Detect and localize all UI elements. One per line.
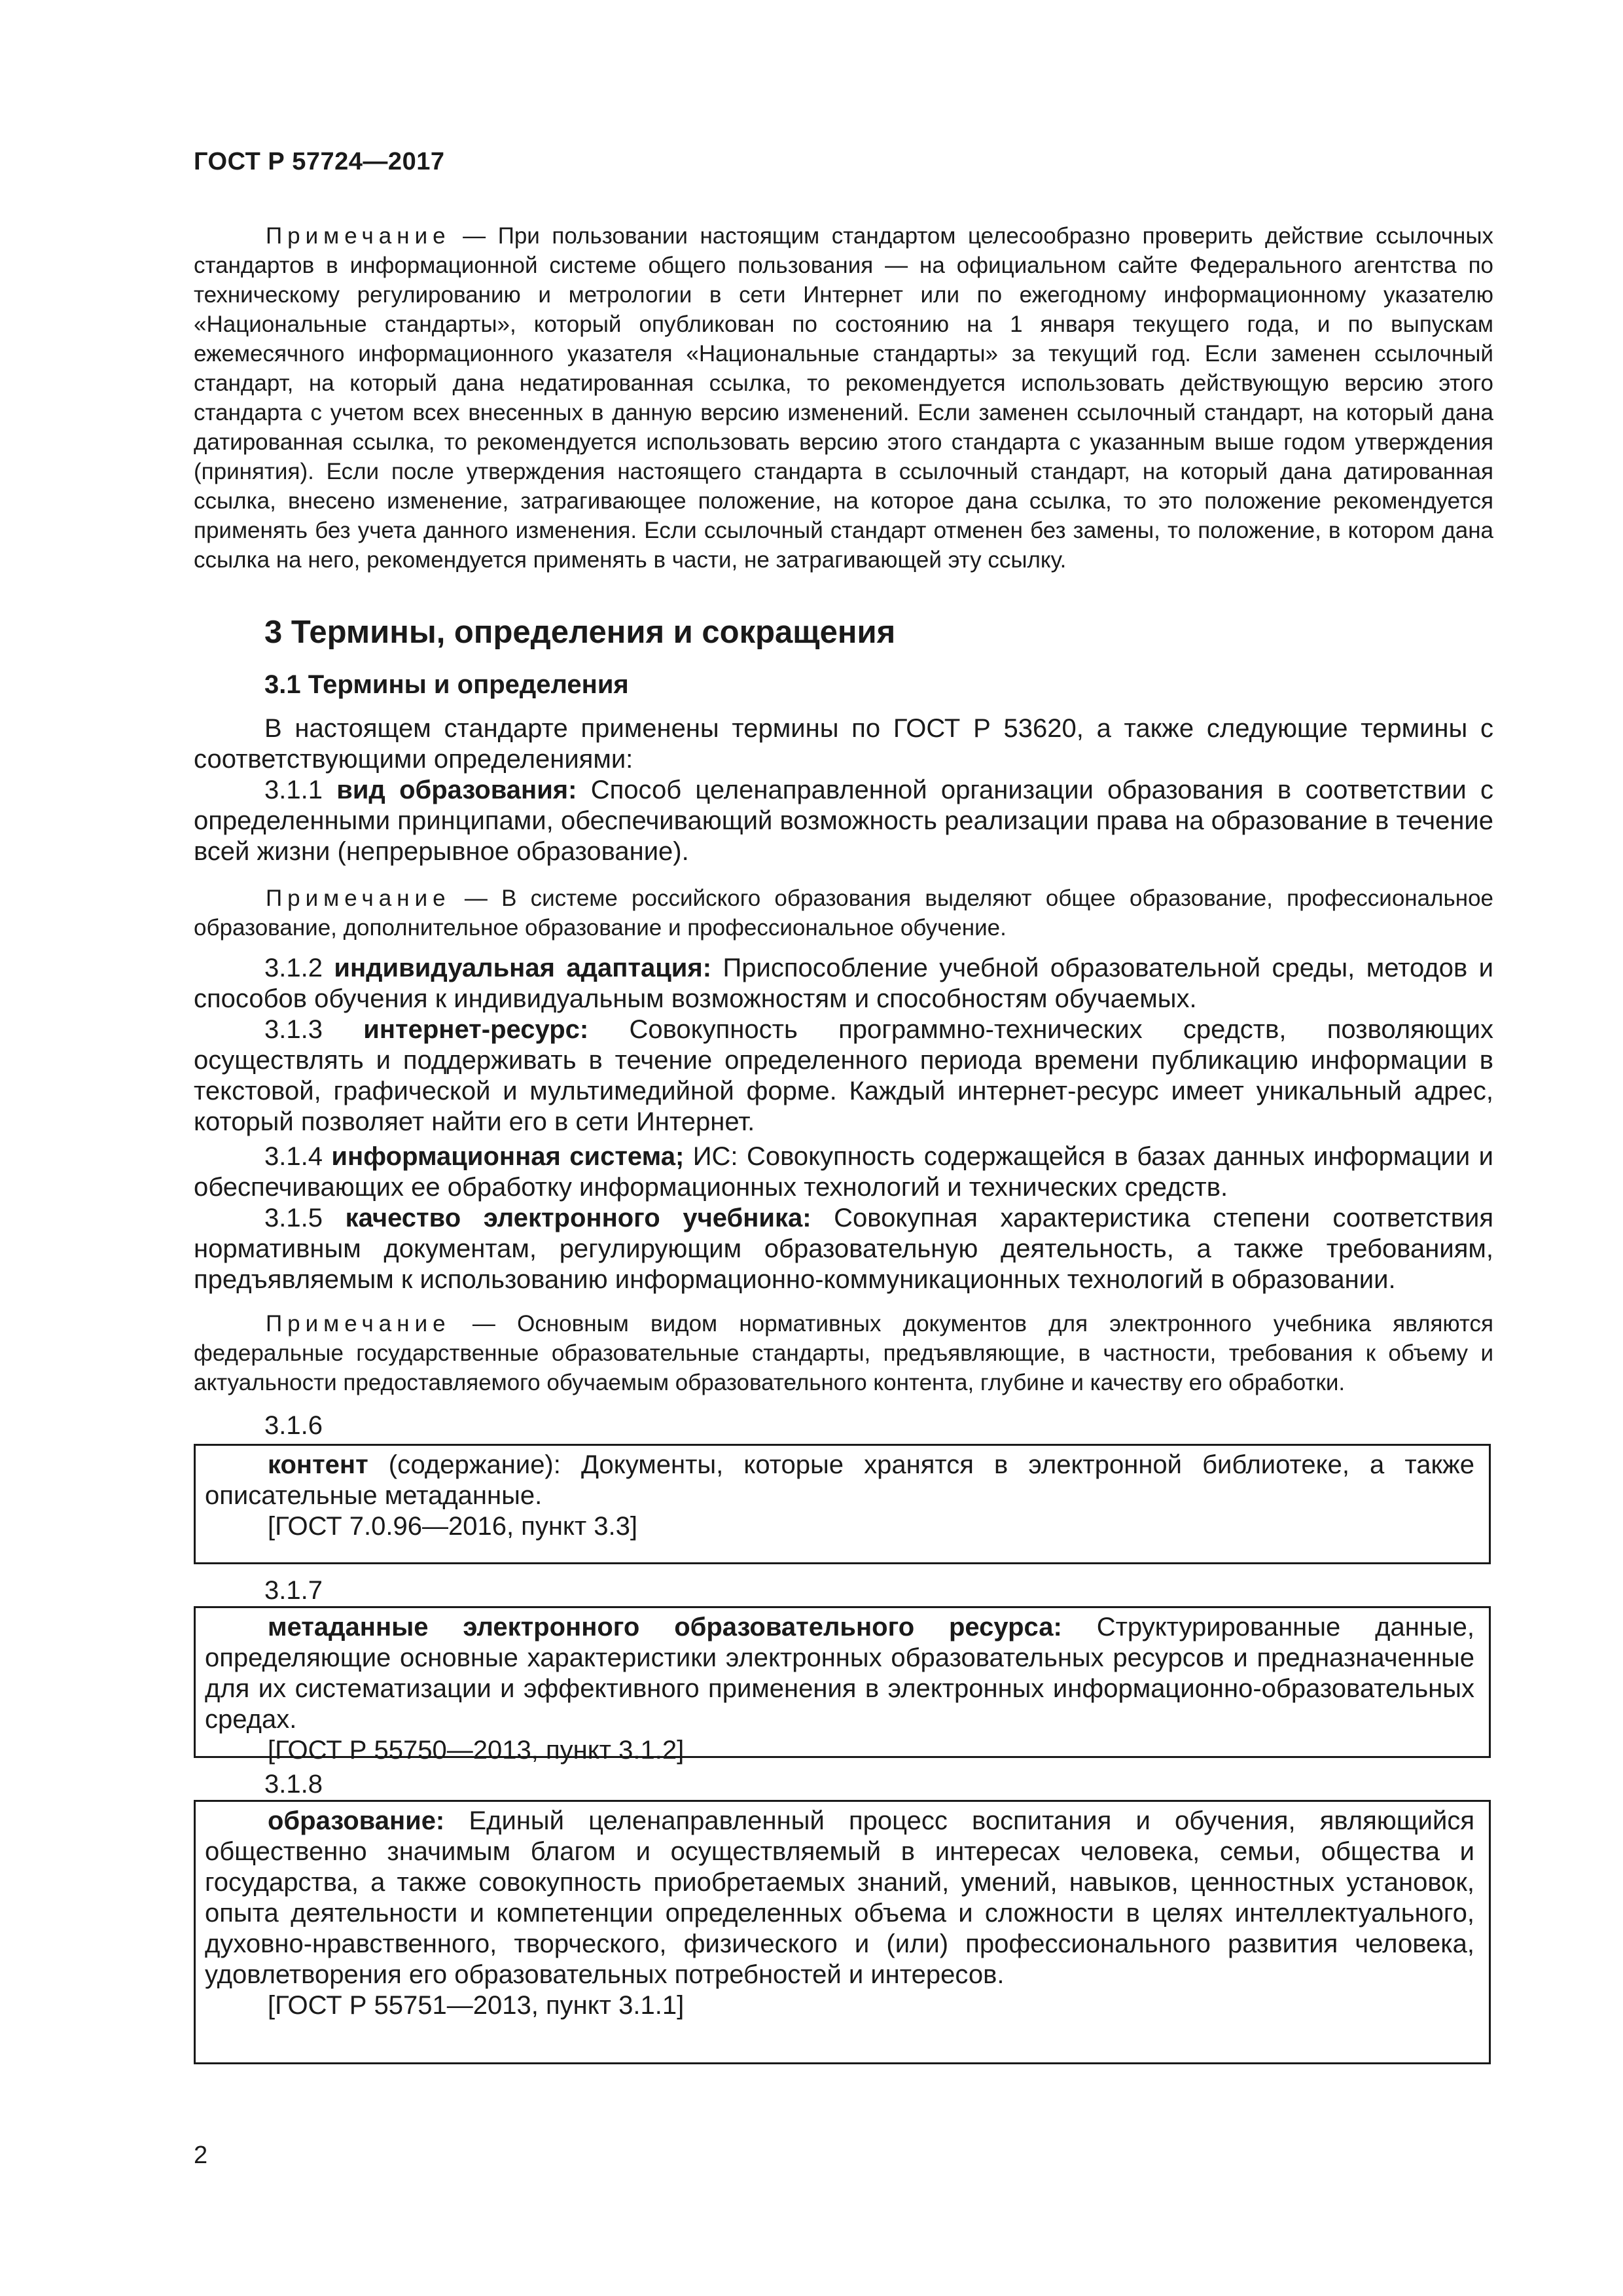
term-name: контент [268,1450,368,1479]
term-box-3-1-7: метаданные электронного образовательного ресурса: Структурированные данные, определяющие основные характеристики электронных образовательных ресурсов и предназначенные для их систематизации и эффективного применения в электронных информационно-образовательных средах. [ГОСТ Р 55750—2013, пункт 3.1.2] [194,1606,1491,1758]
term-number: 3.1.7 [264,1576,323,1605]
document-code-header: ГОСТ Р 57724—2017 [194,148,445,175]
term-box-3-1-6: контент (содержание): Документы, которые хранятся в электронной библиотеке, а также описательные метаданные. [ГОСТ 7.0.96—2016, пункт 3.3] [194,1444,1491,1564]
term-name: образование: [268,1806,445,1835]
subsection-title: 3.1 Термины и определения [264,670,629,699]
term-3-1-4: 3.1.4 информационная система; ИС: Совокупность содержащейся в базах данных информации и обеспечивающих ее обработку информационных технологий и технических средств. [194,1142,1493,1202]
term-number: 3.1.6 [264,1411,323,1440]
term-number: 3.1.8 [264,1770,323,1799]
term-3-1-2: 3.1.2 индивидуальная адаптация: Приспособление учебной образовательной среды, методов и способов обучения к индивидуальным возможностям и способностям обучаемых. [194,954,1493,1013]
term-name: метаданные электронного образовательного ресурса: [268,1613,1062,1641]
note-referenced-standards: Примечание — При пользовании настоящим стандартом целесообразно проверить действие ссылочных стандартов в информационной системе общего пользования — на официальном сайте Федерального агентства по техническому регулированию и метрологии в сети Интернет или по ежегодному информационному указателю «Национальные стандарты», который опубликован по состоянию на 1 января текущего года, и по выпускам ежемесячного информационного указателя «Национальные стандарты» за текущий год. Если заменен ссылочный стандарт, на который дана недатированная ссылка, то рекомендуется использовать действующую версию этого стандарта с учетом всех внесенных в данную версию изменений. Если заменен ссылочный стандарт, на который дана датированная ссылка, то рекомендуется использовать версию этого стандарта с указанным выше годом утверждения (принятия). Если после утверждения настоящего стандарта в ссылочный стандарт, на который дана датированная ссылка, внесено изменение, затрагивающее положение, на которое дана ссылка, то это положение рекомендуется применять без учета данного изменения. Если ссылочный стандарт отменен без замены, то положение, в котором дана ссылка на него, рекомендуется применять в части, не затрагивающей эту ссылку. [194,223,1494,573]
term-3-1-5: 3.1.5 качество электронного учебника: Совокупная характеристика степени соответствия нормативным документам, регулирующим образовательную деятельность, а также требованиям, предъявляемым к использованию информационно-коммуникационных технологий в образовании. [194,1204,1493,1294]
note-3-1-5: Примечание — Основным видом нормативных документов для электронного учебника являются федеральные государственные образовательные стандарты, предъявляющие, в частности, требования к объему и актуальности предоставляемого обучаемым образовательного контента, глубине и качеству его обработки. [194,1311,1494,1395]
page-number: 2 [194,2142,208,2169]
term-3-1-3: 3.1.3 интернет-ресурс: Совокупность программно-технических средств, позволяющих осуществлять и поддерживать в течение определенного периода времени публикацию информации в текстовой, графической и мультимедийной форме. Каждый интернет-ресурс имеет уникальный адрес, который позволяет найти его в сети Интернет. [194,1015,1493,1136]
note-label: Примечание [266,223,451,249]
note-3-1-1: Примечание — В системе российского образования выделяют общее образование, профессиональное образование, дополнительное образование и профессиональное обучение. [194,886,1493,941]
term-name: качество электронного учебника: [345,1204,812,1232]
term-name: информационная система; [331,1142,685,1171]
section-title: 3 Термины, определения и сокращения [264,615,896,650]
term-source: [ГОСТ 7.0.96—2016, пункт 3.3] [268,1512,638,1541]
term-box-3-1-8: образование: Единый целенаправленный процесс воспитания и обучения, являющийся общественно значимым благом и осуществляемый в интересах человека, семьи, общества и государства, а также совокупность приобретаемых знаний, умений, навыков, ценностных установок, опыта деятельности и компетенции определенных объема и сложности в целях интеллектуального, духовно-нравственного, творческого, физического и (или) профессионального развития человека, удовлетворения его образовательных потребностей и интересов. [ГОСТ Р 55751—2013, пункт 3.1.1] [194,1800,1491,2064]
term-name: интернет-ресурс: [363,1015,589,1044]
term-source: [ГОСТ Р 55750—2013, пункт 3.1.2] [268,1736,685,1765]
note-text: При пользовании настоящим стандартом целесообразно проверить действие ссылочных стандартов в информационной системе общего пользования — на официальном сайте Федерального агентства по техническому регулированию и метрологии в сети Интернет или по ежегодному информационному указателю «Национальные стандарты», который опубликован по состоянию на 1 января текущего года, и по выпускам ежемесячного информационного указателя «Национальные стандарты» за текущий год. Если заменен ссылочный стандарт, на который дана недатированная ссылка, то рекомендуется использовать действующую версию этого стандарта с учетом всех внесенных в данную версию изменений. Если заменен ссылочный стандарт, на который дана датированная ссылка, то рекомендуется использовать версию этого стандарта с указанным выше годом утверждения (принятия). Если после утверждения настоящего стандарта в ссылочный стандарт, на который дана датированная ссылка, внесено изменение, затрагивающее положение, на которое дана ссылка, то это положение рекомендуется применять без учета данного изменения. Если ссылочный стандарт отменен без замены, то положение, в котором дана ссылка на него, рекомендуется применять в части, не затрагивающей эту ссылку. [194,223,1494,573]
terms-intro: В настоящем стандарте применены термины по ГОСТ Р 53620, а также следующие термины с соответствующими определениями: [194,714,1493,774]
term-name: индивидуальная адаптация: [334,954,712,982]
term-3-1-1: 3.1.1 вид образования: Способ целенаправленной организации образования в соответствии с определенными принципами, обеспечивающий возможность реализации права на образование в течение всей жизни (непрерывное образование). [194,776,1493,866]
term-name: вид образования: [336,776,577,804]
term-source: [ГОСТ Р 55751—2013, пункт 3.1.1] [268,1991,685,2020]
